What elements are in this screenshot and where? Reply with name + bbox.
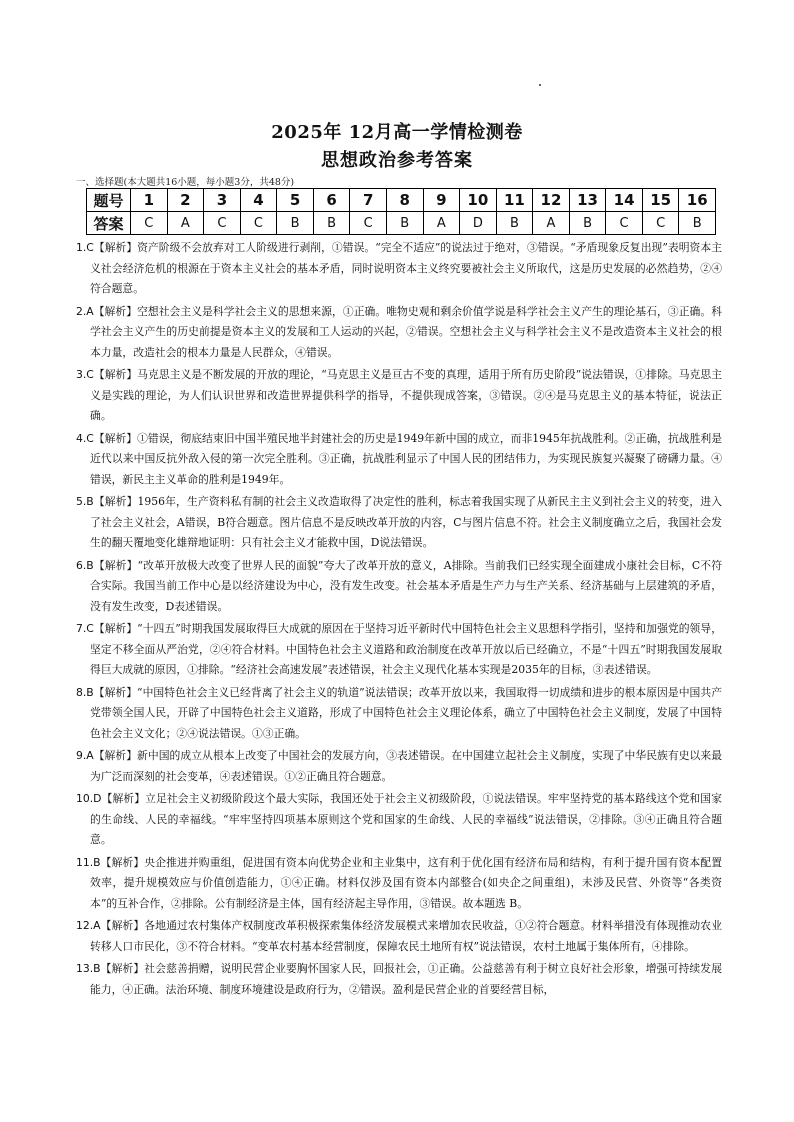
answer-cell: C (204, 212, 241, 235)
item-text: 【解析】社会慈善捐赠，说明民营企业要胸怀国家人民，回报社会，①正确。公益慈善有利于树立良好社会形象，增强可持续发展能力，④正确。法治环境、制度环境建设是政府行为，②错误。盈利是民营企业的首要经营目标， (90, 962, 722, 996)
answer-cell: B (386, 212, 423, 235)
item-number: 1.C (76, 241, 94, 254)
answer-cell: B (569, 212, 606, 235)
question-number-row (87, 189, 716, 212)
answer-cell: C (642, 212, 679, 235)
item-number: 11.B (76, 855, 101, 869)
answer-cell: C (350, 212, 387, 235)
item-text: 【解析】资产阶级不会放弃对工人阶级进行剥削，①错误。“完全不适应”的说法过于绝对，③错误。“矛盾现象反复出现”表明资本主义社会经济危机的根源在于资本主义社会的基本矛盾，同时说明资本主义终究要被社会主义所取代，这是历史发展的必然趋势，②④符合题意。 (90, 241, 722, 295)
item-text: 【解析】各地通过农村集体产权制度改革积极探索集体经济发展模式来增加农民收益，①②符合题意。材料举措没有体现推动农业转移人口市民化，③不符合材料。“变革农村基本经营制度，保障农民土地所有权”说法错误，农村土地属于集体所有，④排除。 (90, 919, 722, 953)
question-number: 12 (533, 189, 570, 212)
answer-cell: B (496, 212, 533, 235)
item-text: 【解析】1956年，生产资料私有制的社会主义改造取得了决定性的胜利，标志着我国实现了从新民主主义到社会主义的转变，进入了社会主义社会，A错误，B符合题意。图片信息不是反映改革开放的内容，C与图片信息不符。社会主义制度确立之后，我国社会发生的翻天覆地变化雄辩地证明：只有社会主义才能救中国，D说法错误。 (90, 495, 722, 549)
answer-label: 答案 (87, 212, 131, 235)
explanation-item (76, 429, 722, 491)
explanation-item (76, 238, 722, 300)
item-number: 5.B (76, 495, 94, 508)
item-text: 【解析】马克思主义是不断发展的开放的理论，“马克思主义是亘古不变的真理，适用于所有历史阶段”说法错误，①排除。马克思主义是实践的理论，为人们认识世界和改造世界提供科学的指导，不提供现成答案，③错误。②④是马克思主义的基本特征，说法正确。 (90, 368, 722, 422)
item-text: 【解析】①错误，彻底结束旧中国半殖民地半封建社会的历史是1949年新中国的成立，而非1945年抗战胜利。②正确，抗战胜利是近代以来中国反抗外敌入侵的第一次完全胜利。③正确，抗战胜利显示了中国人民的团结伟力，为实现民族复兴凝聚了磅礴力量。④错误，新民主主义革命的胜利是1949年。 (90, 431, 722, 486)
question-number: 8 (386, 189, 423, 212)
answer-row (87, 212, 716, 235)
explanation-item (76, 302, 722, 364)
answer-cell: A (167, 212, 204, 235)
section-heading: 一、选择题(本大题共16小题，每小题3分，共48分) (76, 177, 295, 188)
answer-cell: D (460, 212, 497, 235)
item-number: 4.C (76, 431, 94, 445)
item-number: 10.D (76, 792, 102, 805)
item-number: 13.B (76, 962, 101, 975)
exam-title: 2025年 12月高一学情检测卷 (271, 122, 523, 143)
question-number: 16 (679, 189, 716, 212)
answer-cell: C (606, 212, 643, 235)
explanation-item (76, 789, 722, 851)
question-number: 6 (313, 189, 350, 212)
item-text: 【解析】“中国特色社会主义已经背离了社会主义的轨道”说法错误；改革开放以来，我国取得一切成绩和进步的根本原因是中国共产党带领全国人民，开辟了中国特色社会主义道路，形成了中国特色社会主义理论体系，确立了中国特色社会主义制度，发展了中国特色社会主义文化；②④说法错误。①③正确。 (90, 685, 722, 740)
item-text: 【解析】新中国的成立从根本上改变了中国社会的发展方向，③表述错误。在中国建立起社会主义制度，实现了中华民族有史以来最为广泛而深刻的社会变革，④表述错误。①②正确且符合题意。 (90, 749, 722, 783)
question-number: 4 (240, 189, 277, 212)
question-number: 9 (423, 189, 460, 212)
explanation-item (76, 959, 722, 1000)
item-text: 【解析】央企推进并购重组，促进国有资本向优势企业和主业集中，这有利于优化国有经济布局和结构，有利于提升国有资本配置效率，提升规模效应与价值创造能力，①④正确。材料仅涉及国有资本内部整合(如央企之间重组)，未涉及民营、外资等“各类资本”的互补合作，②排除。公有制经济是主体，国有经济起主导作用，③错误。故本题选 B。 (90, 855, 722, 910)
explanation-item (76, 683, 722, 745)
question-number: 14 (606, 189, 643, 212)
question-number: 15 (642, 189, 679, 212)
answer-cell: B (679, 212, 716, 235)
exam-subtitle: 思想政治参考答案 (321, 150, 473, 171)
answer-cell: B (277, 212, 314, 235)
question-number: 11 (496, 189, 533, 212)
answer-cell: A (423, 212, 460, 235)
item-number: 6.B (76, 558, 94, 572)
item-text: 【解析】空想社会主义是科学社会主义的思想来源，①正确。唯物史观和剩余价值学说是科学社会主义产生的理论基石，③正确。科学社会主义产生的历史前提是资本主义的发展和工人运动的兴起，②错误。空想社会主义与科学社会主义不是改造资本主义社会的根本力量，改造社会的根本力量是人民群众，④错误。 (90, 304, 722, 359)
explanation-item (76, 556, 722, 618)
item-number: 8.B (76, 685, 94, 699)
answer-table (86, 188, 716, 235)
explanation-item (76, 916, 722, 957)
item-number: 7.C (76, 622, 94, 635)
item-number: 12.A (76, 919, 101, 932)
question-number-label: 题号 (87, 189, 131, 212)
question-number: 2 (167, 189, 204, 212)
answer-cell: C (240, 212, 277, 235)
item-text: 【解析】立足社会主义初级阶段这个最大实际，我国还处于社会主义初级阶段，①说法错误。牢牢坚持党的基本路线这个党和国家的生命线、人民的幸福线。“牢牢坚持四项基本原则这个党和国家的生命线、人民的幸福线”说法错误，②排除。③④正确且符合题意。 (90, 792, 722, 846)
item-text: 【解析】“十四五”时期我国发展取得巨大成就的原因在于坚持习近平新时代中国特色社会主义思想科学指引，坚持和加强党的领导，坚定不移全面从严治党，②④符合材料。中国特色社会主义道路和政治制度在改革开放以后已经确立，不是“十四五”时期我国发展取得巨大成就的原因，①排除。“经济社会高速发展”表述错误，社会主义现代化基本实现是2035年的目标，③表述错误。 (90, 622, 722, 676)
item-number: 9.A (76, 749, 94, 762)
item-number: 3.C (76, 368, 94, 381)
explanation-item (76, 853, 722, 915)
item-number: 2.A (76, 304, 94, 318)
explanation-item (76, 619, 722, 681)
explanation-item (76, 746, 722, 787)
question-number: 1 (131, 189, 168, 212)
answer-cell: B (313, 212, 350, 235)
answer-cell: C (131, 212, 168, 235)
explanation-item (76, 492, 722, 554)
question-number: 10 (460, 189, 497, 212)
answer-cell: A (533, 212, 570, 235)
explanation-item (76, 365, 722, 427)
item-text: 【解析】“改革开放极大改变了世界人民的面貌”夸大了改革开放的意义，A排除。当前我们已经实现全面建成小康社会目标，C不符合实际。我国当前工作中心是以经济建设为中心，没有发生改变。社会基本矛盾是生产力与生产关系、经济基础与上层建筑的矛盾，没有发生改变，D表述错误。 (90, 558, 722, 613)
question-number: 3 (204, 189, 241, 212)
question-number: 7 (350, 189, 387, 212)
question-number: 5 (277, 189, 314, 212)
explanation-list (76, 238, 722, 1002)
scan-dot (539, 84, 541, 86)
question-number: 13 (569, 189, 606, 212)
